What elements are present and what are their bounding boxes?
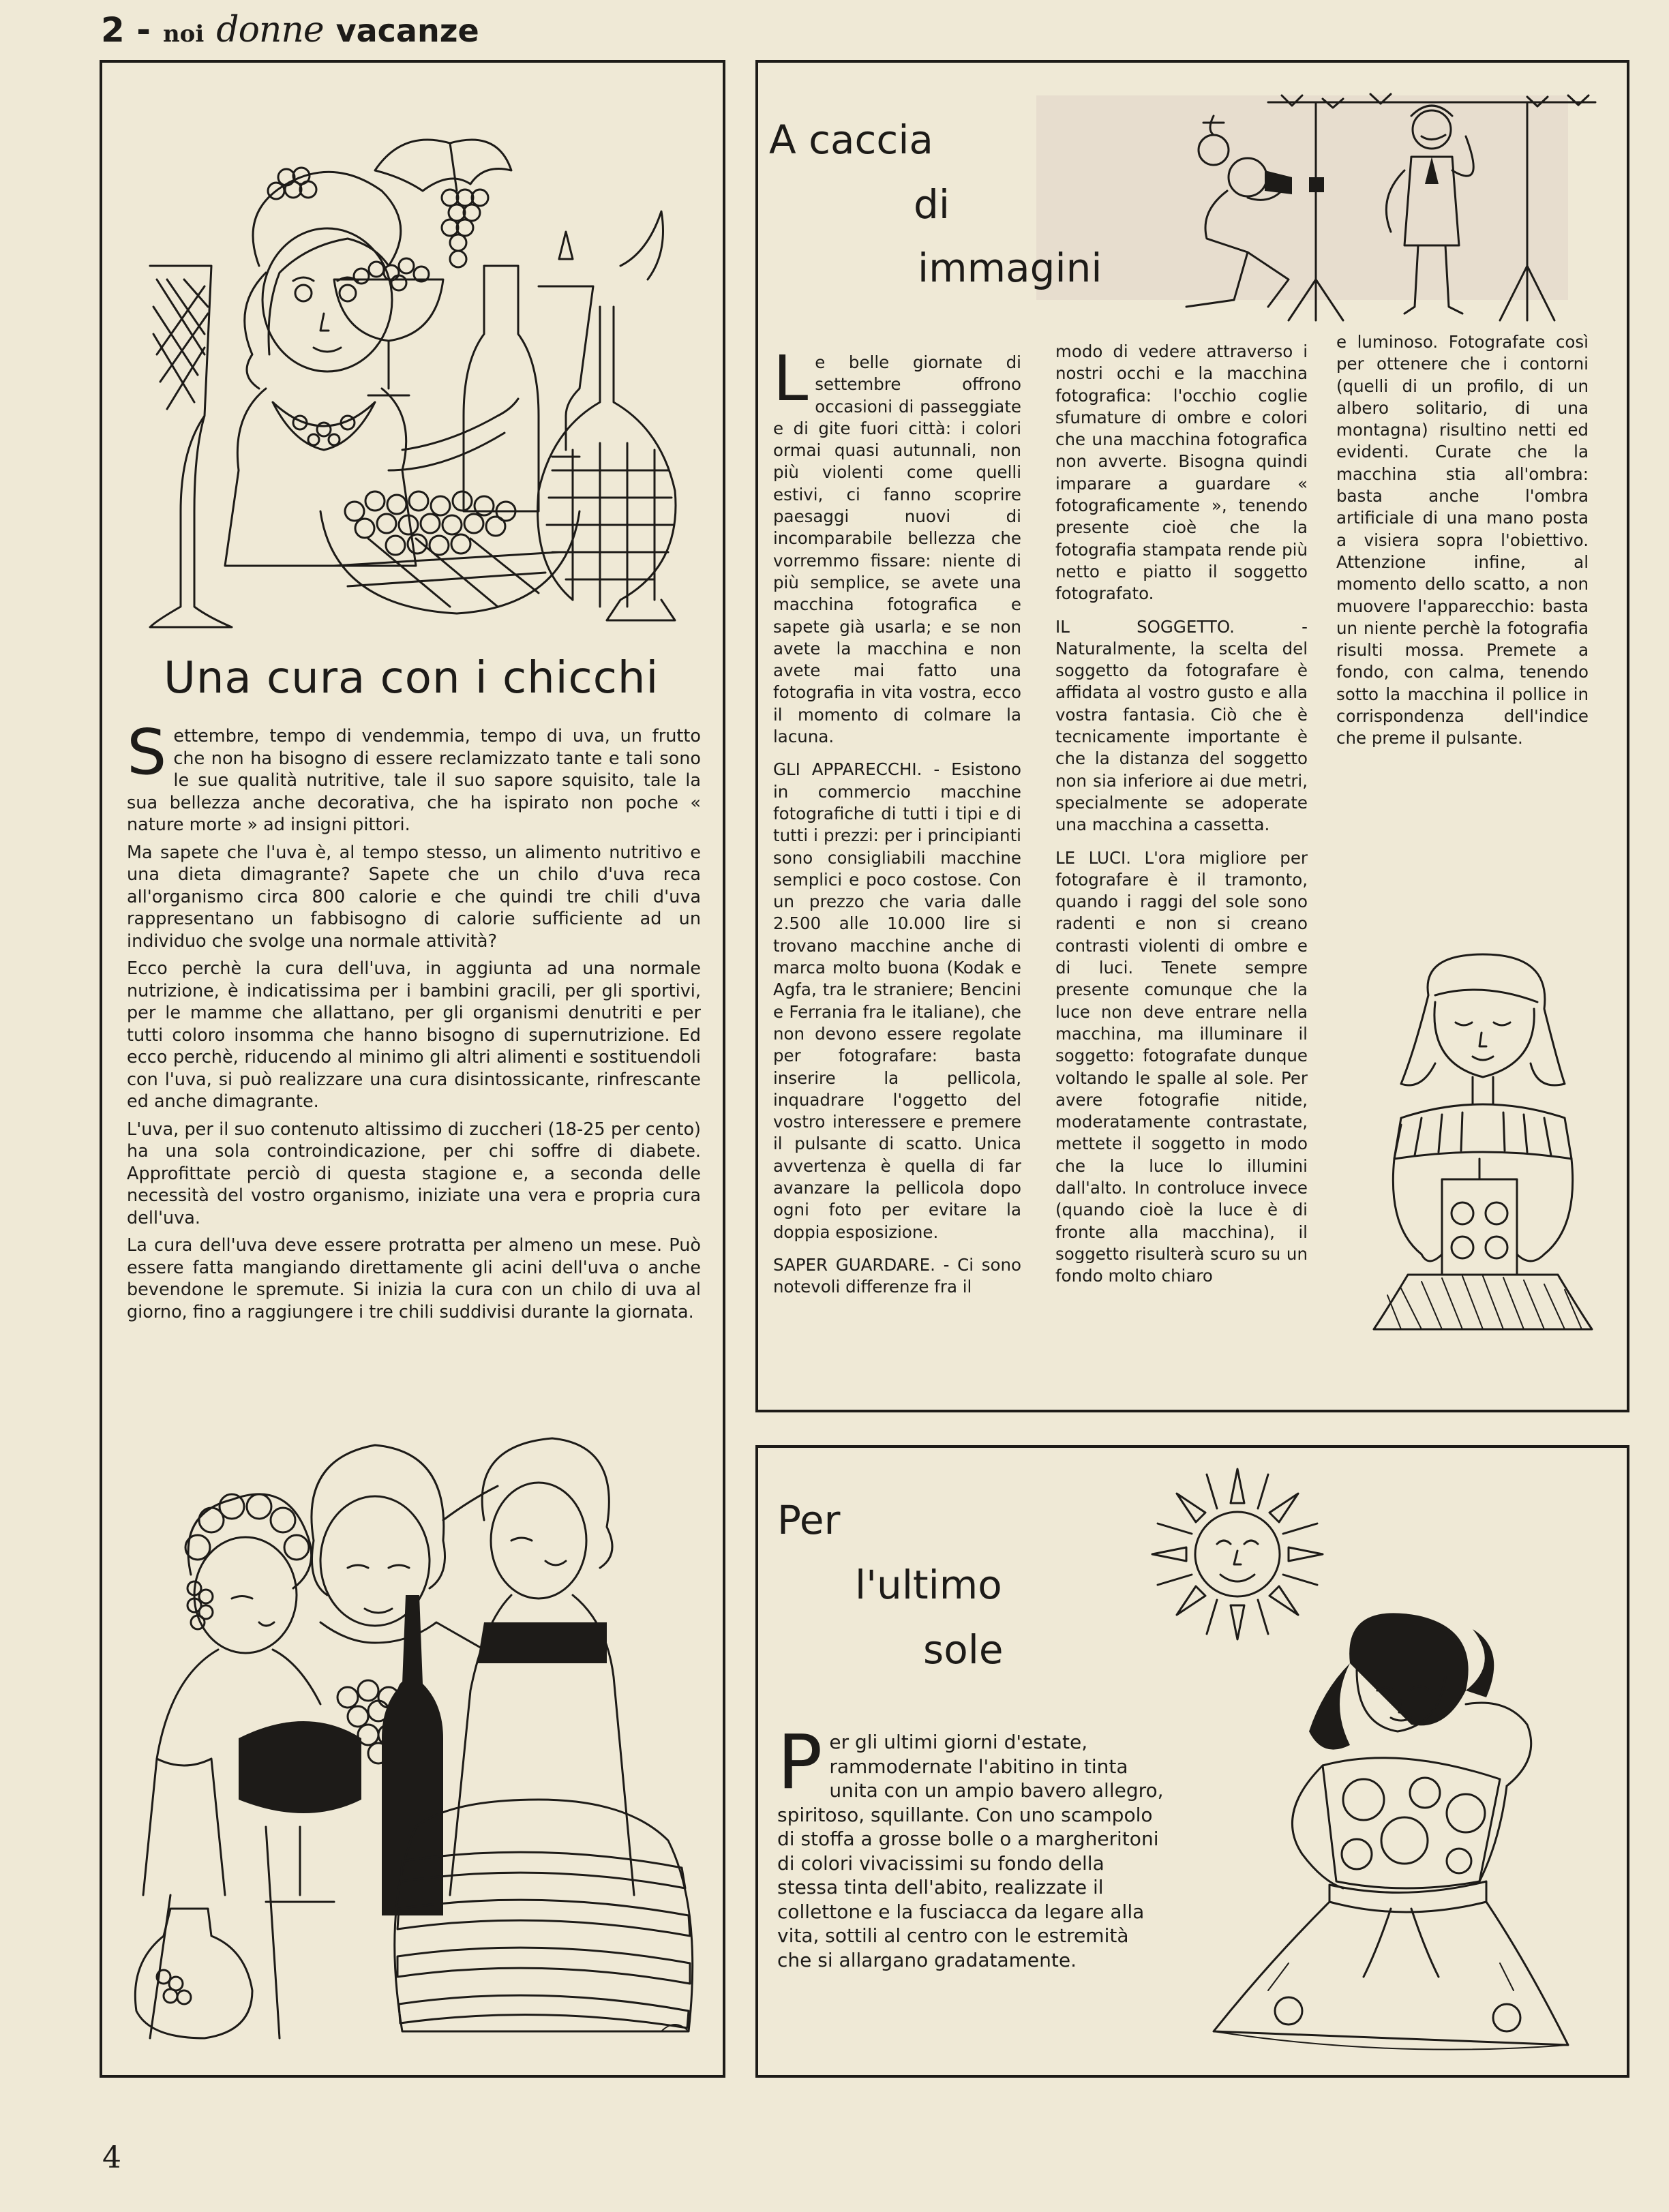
sun-title-line-1: Per [777,1497,841,1543]
sun-title-line-3: sole [923,1626,1004,1673]
photo-paragraph: LE LUCI. L'ora migliore per fotografare è il tramonto, quando i raggi del sole sono radenti e non si creano contrasti violenti di ombre e di luci. Tenete sempre presente comunque che la luce non deve entrare nella macchina, ma illuminare il soggetto: fotografate dunque voltando le spalle al sole. Per avere fotografie nitide, moderatamente contrastate, mettete il soggetto in modo che la luce lo illumini dall'alto. In controluce invece (quando cioè la luce è di fronte alla macchina), il soggetto risulterà scuro su un fondo molto chiaro [1055,847,1308,1286]
header-brand: donne [216,10,324,50]
sun-article-body [777,1718,1169,1978]
photo-paragraph: SAPER GUARDARE. - Ci sono notevoli differenze fra il [773,1254,1021,1297]
photo-title-line-3: immagini [918,245,1102,291]
left-paragraph: L'uva, per il suo contenuto altissimo di zuccheri (18-25 per cento) ha una sola controindicazione, per chi soffre di diabete. Approfittate perciò di questa stagione e, a seconda delle necessità del vostro organismo, iniziate una vera e propria cura dell'uva. [127,1119,701,1228]
photo-article-dropcap: L [773,342,809,415]
photo-paragraph: e luminoso. Fotografate così per ottenere che i contorni (quelli di un profilo, di un albero solitario, di una montagna) risultino netti ed evidenti. Curate che la macchina stia all'ombra: basta anche l'ombra artificiale di una mano posta a visiera sopra l'obiettivo. Attenzione infine, al momento dello scatto, a non muovere l'apparecchio: basta un niente perchè la fotografia risulti mossa. Premete a fondo, con calma, tenendo sotto la macchina il pollice in corrispondenza dell'indice che preme il pulsante. [1336,332,1589,748]
sun-title-line-2: l'ultimo [855,1562,1002,1608]
header-page-label: 2 - [101,10,151,50]
photo-article-column-1 [773,342,1021,1303]
left-paragraph: ettembre, tempo di vendemmia, tempo di uva, un frutto che non ha bisogno di essere reclamizzato tante e tali sono le sue qualità nutritive, tale il suo sapore squisito, tale la sua bellezza anche decorativa, che ha ispirato non poche « nature morte » ad insigni pittori. [127,726,701,835]
page-header [101,10,479,57]
left-article-body [127,716,701,1329]
photo-paragraph: e belle giornate di settembre offrono occasioni di passeggiate e di gite fuori città: i colori ormai quasi autunnali, non più violenti come quelli estivi, ci fanno scoprire paesaggi nuovi di incomparabile bellezza che vorremmo fissare: niente di più semplice, se avete una macchina fotografica e sapete già usarla; e se non avete la macchina e non avete mai fatto una fotografia in vita vostra, ecco il momento di colmare la lacuna. [773,352,1021,747]
sun-article-dropcap: P [777,1718,823,1806]
photo-paragraph: GLI APPARECCHI. - Esistono in commercio macchine fotografiche di tutti i tipi e di tutti i prezzi: per i principianti sono consigliabili macchine semplici e poco costose. Con un prezzo che varia dalle 2.500 alle 10.000 lire si trovano macchine anche di marca molto buona (Kodak e Agfa, tra le straniere; Bencini e Ferrania fra le italiane), che non devono essere regolate per fotografare: basta inserire la pellicola, inquadrare l'oggetto del vostro interessere e premere il pulsante di scatto. Unica avvertenza è quella di far avanzare la pellicola dopo ogni foto per evitare la doppia esposizione. [773,759,1021,1242]
three-women-illustration [130,1418,716,2045]
left-paragraph: Ecco perchè la cura dell'uva, in aggiunta ad una normale nutrizione, è indicatissima per i bambini gracili, per gli sportivi, per le mamme che allattano, per gli organismi denutriti e per tutti coloro insomma che hanno bisogno di supernutrizione. Ed ecco perchè, riducendo al minimo gli altri alimenti e sostituendoli con l'uva, si può realizzare una cura disintossicante, rinfrescante ed anche dimagrante. [127,958,701,1112]
left-article-dropcap: S [127,716,167,789]
photo-title-line-1: A caccia [769,117,933,163]
photo-article-column-2 [1055,341,1308,1292]
left-paragraph: Ma sapete che l'uva è, al tempo stesso, un alimento nutritivo e una dieta dimagrante? Sapete che un chilo d'uva reca all'organismo circa 800 calorie e che quindi tre chili d'uva rappresentano un fabbisogno di calorie sufficiente ad un individuo che svolge una normale attività? [127,842,701,952]
header-section: vacanze [335,12,479,49]
photo-paragraph: IL SOGGETTO. - Naturalmente, la scelta del soggetto da fotografare è affidata al vostro gusto e alla vostra fantasia. Ciò che è tecnicamente importante è che la distanza del soggetto non sia inferiore ai due metri, specialmente se adoperate una macchina a cassetta. [1055,616,1308,835]
photo-title-line-2: di [914,181,950,228]
page-number: 4 [102,2140,121,2175]
photo-article-column-3 [1336,331,1589,755]
polka-dot-dress-illustration [1186,1609,1609,2059]
photo-paragraph: modo di vedere attraverso i nostri occhi e la macchina fotografica: l'occhio coglie sfumature di ombre e colori che una macchina fotografica non avverte. Bisogna quindi imparare a guardare « fotograficamente », tenendo presente cioè che la fotografia stampata rende più netto e piatto il soggetto fotografato. [1055,342,1308,604]
sun-paragraph: er gli ultimi giorni d'estate, rammodernate l'abitino in tinta unita con un ampio bavero allegro, spiritoso, squillante. Con uno scampolo di stoffa a grosse bolle o a margheritoni di colori vivacissimi su fondo della stessa tinta dell'abito, realizzate il collettone e la fusciacca da legare alla vita, sottili al centro con le estremità che si allargano gradatamente. [777,1731,1164,1971]
left-paragraph: La cura dell'uva deve essere protratta per almeno un mese. Può essere fatta mangiando direttamente gli acini dell'uva o anche bevendone le spremute. Si inizia la cura con un chilo di uva al giorno, fino a raggiungere i tre chili suddivisi durante la giornata. [127,1235,701,1322]
header-brand-small: noi [162,20,205,48]
left-article-title: Una cura con i chicchi [164,653,659,703]
photographer-illustration [1145,75,1616,334]
girl-with-camera-illustration [1360,954,1612,1336]
grape-woman-illustration [130,130,716,648]
